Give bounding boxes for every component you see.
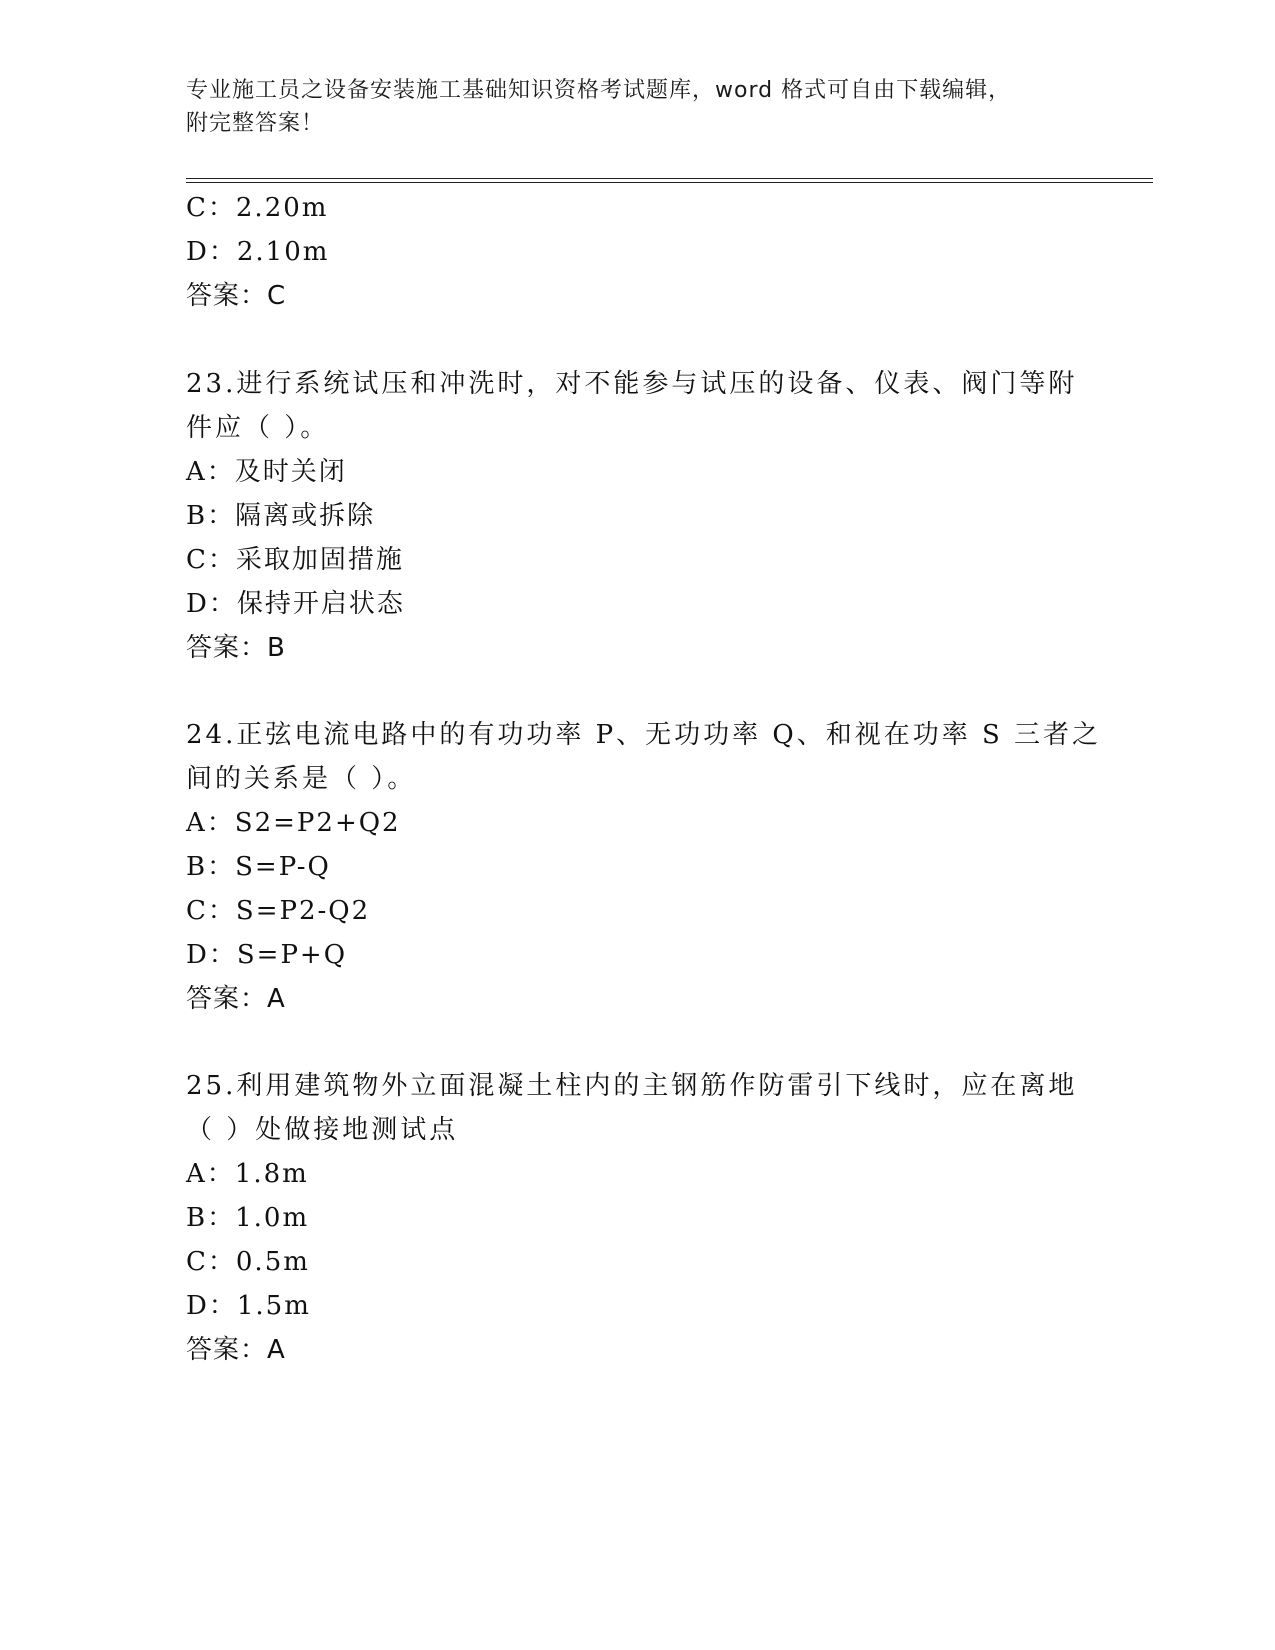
question-23-option-c: C：采取加固措施 bbox=[186, 545, 404, 575]
question-23-line-2: 件应（ ）。 bbox=[186, 413, 330, 443]
question-23-answer: 答案：B bbox=[186, 633, 286, 663]
question-25-line-2: （ ）处做接地测试点 bbox=[186, 1115, 459, 1145]
question-25-option-b: B：1.0m bbox=[186, 1203, 310, 1233]
prev-option-d: D：2.10m bbox=[186, 237, 330, 267]
prev-option-c: C：2.20m bbox=[186, 193, 329, 223]
question-25-answer: 答案：A bbox=[186, 1335, 286, 1365]
question-23-option-a: A：及时关闭 bbox=[186, 457, 347, 487]
question-25-line-1: 25.利用建筑物外立面混凝土柱内的主钢筋作防雷引下线时，应在离地 bbox=[186, 1071, 1078, 1101]
question-24-line-1: 24.正弦电流电路中的有功功率 P、无功功率 Q、和视在功率 S 三者之 bbox=[186, 720, 1102, 750]
document-header bbox=[186, 74, 1066, 140]
prev-answer: 答案：C bbox=[186, 281, 287, 311]
question-24-option-d: D：S=P+Q bbox=[186, 940, 348, 970]
header-line-2: 附完整答案！ bbox=[186, 111, 325, 136]
question-24-option-c: C：S=P2-Q2 bbox=[186, 896, 371, 926]
question-23-line-1: 23.进行系统试压和冲洗时，对不能参与试压的设备、仪表、阀门等附 bbox=[186, 369, 1078, 399]
header-line-1: 专业施工员之设备安装施工基础知识资格考试题库，word 格式可自由下载编辑， bbox=[186, 78, 1012, 103]
question-24-option-a: A：S2=P2+Q2 bbox=[186, 808, 401, 838]
header-divider-top bbox=[186, 178, 1153, 179]
question-24-answer: 答案：A bbox=[186, 984, 286, 1014]
question-25-option-d: D：1.5m bbox=[186, 1291, 311, 1321]
question-24-option-b: B：S=P-Q bbox=[186, 852, 331, 882]
question-23-option-d: D：保持开启状态 bbox=[186, 589, 405, 619]
question-25-option-a: A：1.8m bbox=[186, 1159, 309, 1189]
question-24-line-2: 间的关系是（ ）。 bbox=[186, 764, 417, 794]
header-divider-bottom bbox=[186, 182, 1153, 183]
question-23-option-b: B：隔离或拆除 bbox=[186, 501, 376, 531]
question-25-option-c: C：0.5m bbox=[186, 1247, 310, 1277]
